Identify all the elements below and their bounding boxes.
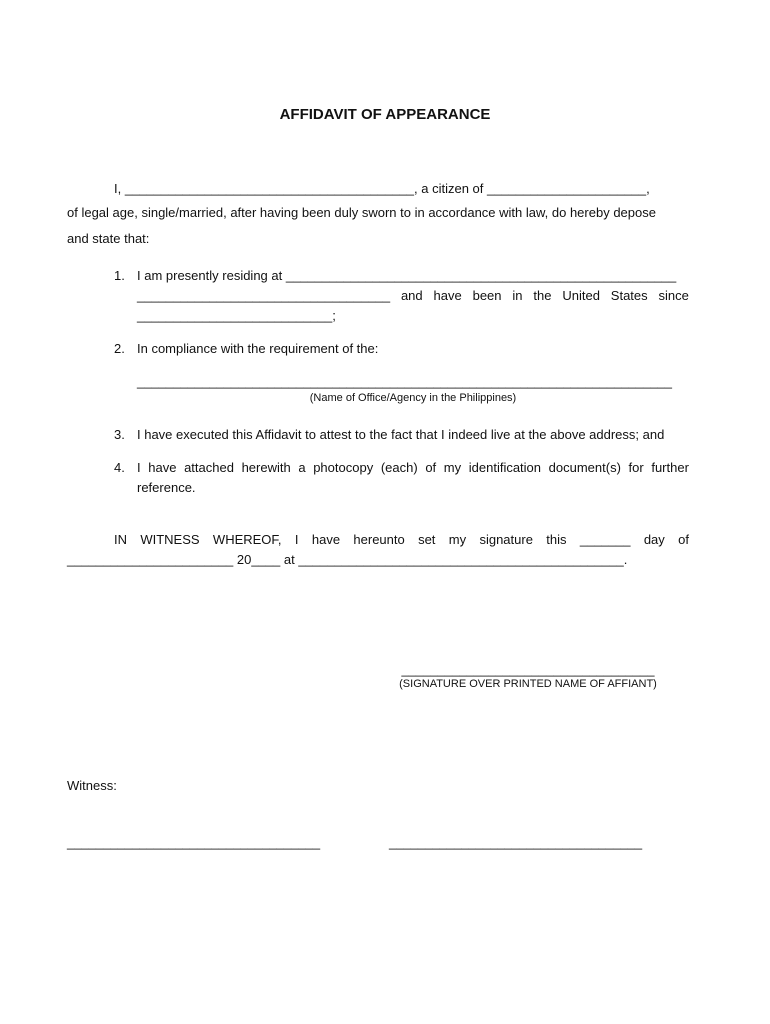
item-4-word: attached: [184, 460, 234, 475]
item-3-line-1: I have executed this Affidavit to attest to the fact that I indeed live at the above address; and: [137, 427, 665, 442]
item-4-word: herewith: [241, 460, 291, 475]
item-4-word: document(s): [548, 460, 621, 475]
agency-caption: (Name of Office/Agency in the Philippines): [309, 392, 517, 404]
witness-clause-word: of: [678, 532, 689, 547]
affiant-signature-line: ___________________________________: [401, 662, 655, 677]
item-2-number: 2.: [114, 341, 125, 356]
affiant-signature-caption: (SIGNATURE OVER PRINTED NAME OF AFFIANT): [399, 678, 657, 690]
item-4-word: a: [298, 460, 306, 475]
item-1-word: States: [610, 288, 648, 303]
item-4-word: photocopy: [313, 460, 374, 475]
intro-line-2: of legal age, single/married, after having been duly sworn to in accordance with law, do hereby depose: [67, 205, 656, 220]
witness-clause-word: have: [311, 532, 341, 547]
witness-signature-line-right: ___________________________________: [389, 835, 643, 850]
witness-clause-word: WITNESS: [140, 532, 200, 547]
item-4-number: 4.: [114, 460, 125, 475]
witness-clause-word: set: [418, 532, 436, 547]
item-4-line-2: reference.: [137, 480, 196, 495]
item-1-line-1: I am presently residing at ______________________________________________________: [137, 268, 677, 283]
witness-clause-word: I: [294, 532, 299, 547]
agency-blank-line: __________________________________________________________________________: [137, 374, 673, 389]
item-3-number: 3.: [114, 427, 125, 442]
item-1-line-3: ___________________________;: [137, 308, 336, 323]
item-1-word: since: [658, 288, 689, 303]
item-1-word: United: [562, 288, 600, 303]
item-4-word: my: [443, 460, 462, 475]
item-1-word: been: [472, 288, 502, 303]
witness-clause-line-2: _______________________ 20____ at _____________________________________________.: [67, 552, 628, 567]
item-4-word: I: [137, 460, 141, 475]
witness-clause-word: signature: [479, 532, 533, 547]
item-1-word: in: [512, 288, 523, 303]
item-1-line-2: [137, 286, 689, 306]
witness-clause-word: WHEREOF,: [212, 532, 282, 547]
witness-signature-line-left: ___________________________________: [67, 835, 321, 850]
witness-clause-word: this: [546, 532, 567, 547]
item-1-number: 1.: [114, 268, 125, 283]
intro-line-3: and state that:: [67, 231, 150, 246]
witness-label: Witness:: [67, 778, 117, 793]
intro-line-1: I, ________________________________________, a citizen of ______________________,: [114, 181, 650, 196]
item-4-word: for: [628, 460, 644, 475]
item-1-word: the: [533, 288, 552, 303]
item-2-line-1: In compliance with the requirement of the:: [137, 341, 379, 356]
witness-clause-line-1: [114, 530, 689, 550]
item-4-line-1: [137, 458, 689, 478]
witness-clause-word: day: [643, 532, 665, 547]
item-1-word: have: [433, 288, 462, 303]
witness-clause-word: hereunto: [353, 532, 405, 547]
witness-clause-word: my: [448, 532, 467, 547]
witness-clause-word: IN: [114, 532, 127, 547]
document-title: AFFIDAVIT OF APPEARANCE: [279, 106, 491, 123]
item-4-word: have: [148, 460, 177, 475]
witness-clause-word: _______: [579, 532, 631, 547]
item-4-word: identification: [468, 460, 542, 475]
item-1-word: ___________________________________: [137, 288, 391, 303]
item-4-word: of: [425, 460, 437, 475]
item-4-word: further: [651, 460, 689, 475]
item-1-word: and: [400, 288, 423, 303]
item-4-word: (each): [380, 460, 418, 475]
